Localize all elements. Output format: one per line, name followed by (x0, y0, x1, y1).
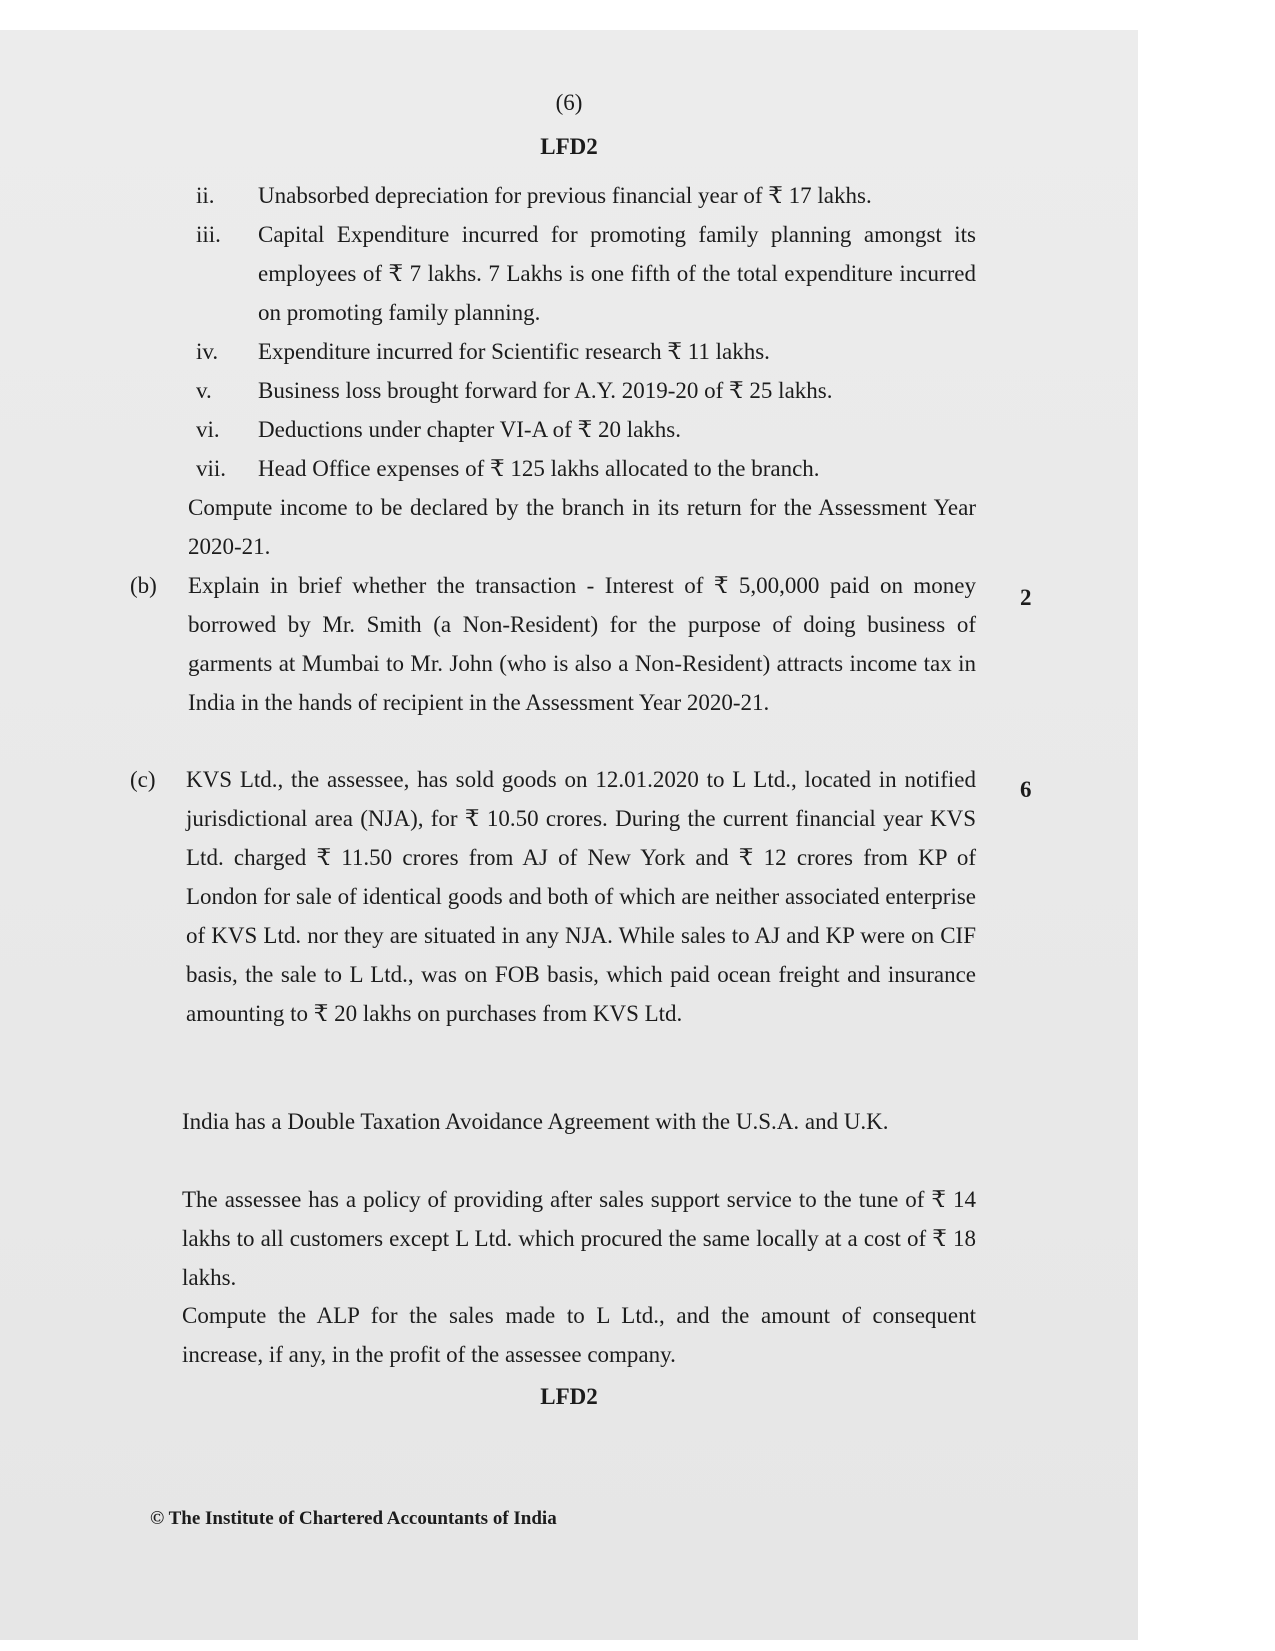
list-item-number: iii. (196, 222, 221, 247)
list-item (196, 449, 976, 488)
question-c-text: KVS Ltd., the assessee, has sold goods on 12.01.2020 to L Ltd., located in notified jurisdictional area (NJA), for ₹ 10.50 crores. During the current financial year KVS Ltd. charged ₹ 11.50 crores from AJ of New York and ₹ 12 crores from KP of London for sale of identical goods and both of which are neither associated enterprise of KVS Ltd. nor they are situated in any NJA. While sales to AJ and KP were on CIF basis, the sale to L Ltd., was on FOB basis, which paid ocean freight and insurance amounting to ₹ 20 lakhs on purchases from KVS Ltd. (186, 767, 976, 1026)
expense-list (196, 176, 976, 488)
list-item-text: Expenditure incurred for Scientific research ₹ 11 lakhs. (258, 339, 770, 364)
compute-instruction-a: Compute income to be declared by the branch in its return for the Assessment Year 2020-21. (188, 495, 976, 559)
list-item (196, 332, 976, 371)
list-item-number: v. (196, 378, 212, 403)
list-item-text: Head Office expenses of ₹ 125 lakhs allocated to the branch. (258, 456, 820, 481)
paper-code-bottom: LFD2 (540, 1384, 598, 1409)
question-c-dtaa: India has a Double Taxation Avoidance Agreement with the U.S.A. and U.K. (182, 1109, 889, 1134)
question-c-marks: 6 (1020, 777, 1032, 802)
list-item (196, 215, 976, 332)
question-c-compute: Compute the ALP for the sales made to L Ltd., and the amount of consequent increase, if any, in the profit of the assessee company. (182, 1303, 976, 1367)
question-b-text: Explain in brief whether the transaction - Interest of ₹ 5,00,000 paid on money borrowed by Mr. Smith (a Non-Resident) for the purpose of doing business of garments at Mumbai to Mr. John (who is also a Non-Resident) attracts income tax in India in the hands of recipient in the Assessment Year 2020-21. (188, 573, 976, 715)
page-number: (6) (555, 90, 583, 115)
list-item-text: Business loss brought forward for A.Y. 2019-20 of ₹ 25 lakhs. (258, 378, 833, 403)
copyright-footer: © The Institute of Chartered Accountants of India (150, 1508, 557, 1529)
question-b-label: (b) (130, 573, 157, 598)
list-item-text: Deductions under chapter VI-A of ₹ 20 lakhs. (258, 417, 681, 442)
question-b-marks: 2 (1020, 585, 1032, 610)
question-c-label: (c) (130, 767, 156, 792)
list-item-number: ii. (196, 183, 215, 208)
scanned-page (0, 30, 1138, 1640)
page-margin (1138, 0, 1275, 1651)
question-c-support-service: The assessee has a policy of providing after sales support service to the tune of ₹ 14 lakhs to all customers except L Ltd. which procured the same locally at a cost of ₹ 18 lakhs. (182, 1187, 976, 1290)
list-item-number: iv. (196, 339, 219, 364)
list-item (196, 176, 976, 215)
paper-code-top: LFD2 (540, 134, 598, 159)
list-item-number: vi. (196, 417, 220, 442)
list-item-number: vii. (196, 456, 227, 481)
list-item (196, 371, 976, 410)
list-item-text: Unabsorbed depreciation for previous financial year of ₹ 17 lakhs. (258, 183, 872, 208)
list-item (196, 410, 976, 449)
list-item-text: Capital Expenditure incurred for promoting family planning amongst its employees of ₹ 7 lakhs. 7 Lakhs is one fifth of the total expenditure incurred on promoting family planning. (258, 222, 976, 325)
